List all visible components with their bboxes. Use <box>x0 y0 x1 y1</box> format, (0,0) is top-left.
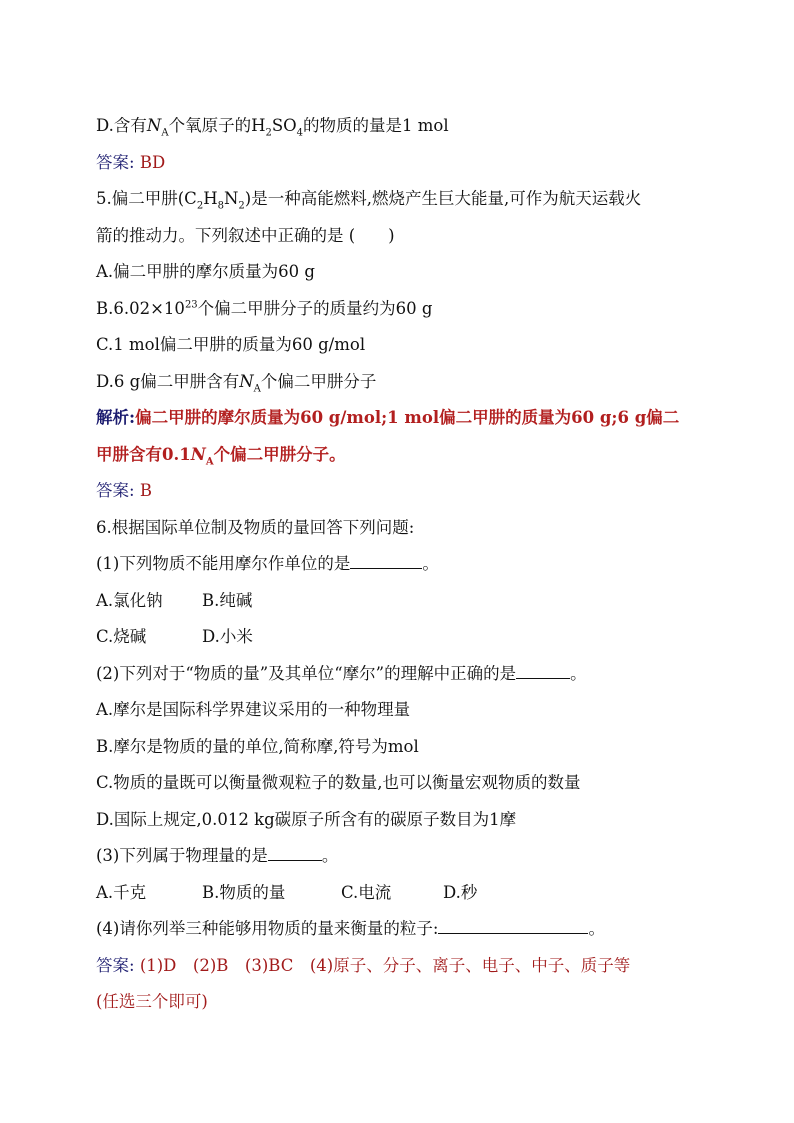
q6-sub1-stem <box>96 546 706 583</box>
q6-sub2-option-a: A.摩尔是国际科学界建议采用的一种物理量 <box>96 700 411 719</box>
answer-blank[interactable] <box>516 677 570 679</box>
q6-answer-line1 <box>96 948 706 985</box>
text: (1)下列物质不能用摩尔作单位的是 <box>96 554 351 573</box>
answer-label: 答案: <box>96 481 135 500</box>
subscript: 8 <box>217 200 224 212</box>
superscript: 23 <box>184 299 198 310</box>
answer-label: 答案: <box>96 955 135 975</box>
q6-sub1-options-row2 <box>96 619 706 656</box>
subscript: A <box>161 127 169 139</box>
option: C.电流 <box>341 882 392 902</box>
text: 。 <box>422 554 439 573</box>
q5-stem-line2: 箭的推动力。下列叙述中正确的是 ( ) <box>96 225 395 245</box>
answer-blank[interactable] <box>268 859 322 861</box>
avogadro-symbol: N <box>146 116 162 135</box>
avogadro-symbol: N <box>239 371 254 391</box>
q6-sub4-stem <box>96 911 706 948</box>
answer-value: B <box>139 481 152 500</box>
option: B.纯碱 <box>202 590 253 610</box>
text: D.含有 <box>96 116 147 135</box>
q6-sub2-option-c: C.物质的量既可以衡量微观粒子的数量,也可以衡量宏观物质的数量 <box>96 773 581 792</box>
text: SO <box>271 116 297 135</box>
q5-option-c: C.1 mol偏二甲肼的质量为60 g/mol <box>96 335 366 354</box>
q4-option-d <box>96 108 706 145</box>
q4-answer <box>96 145 706 182</box>
avogadro-symbol: N <box>190 444 206 464</box>
subscript: 4 <box>296 127 304 139</box>
text: 。 <box>570 663 587 683</box>
document-page <box>96 108 706 1021</box>
subscript: 2 <box>196 200 204 212</box>
q5-option-a: A.偏二甲肼的摩尔质量为60 g <box>96 262 315 281</box>
text: 个偏二甲肼分子 <box>260 371 377 391</box>
q5-option-d <box>96 364 706 401</box>
answer-label: 答案: <box>96 152 135 172</box>
q5-answer <box>96 473 706 510</box>
option: D.秒 <box>443 882 478 902</box>
text: B.6.02×10 <box>96 298 185 318</box>
q6-sub2-option-b: B.摩尔是物质的量的单位,简称摩,符号为mol <box>96 736 419 756</box>
text: H <box>203 189 218 208</box>
analysis-text: 偏二甲肼的摩尔质量为60 g/mol;1 mol偏二甲肼的质量为60 g;6 g偏二 <box>135 408 680 427</box>
answer-blank[interactable] <box>438 932 588 934</box>
q6-stem: 6.根据国际单位制及物质的量回答下列问题: <box>96 517 415 537</box>
option: D.小米 <box>202 627 253 646</box>
q6-sub3-stem <box>96 838 706 875</box>
text: D.6 g偏二甲肼含有 <box>96 371 240 391</box>
text: 5.偏二甲肼(C <box>96 189 197 208</box>
subscript: A <box>253 382 261 394</box>
text: )是一种高能燃料,燃烧产生巨大能量,可作为航天运载火 <box>244 189 642 208</box>
q5-analysis-line2 <box>96 437 706 474</box>
option: A.千克 <box>96 882 147 902</box>
option: C.烧碱 <box>96 627 147 646</box>
subscript: 2 <box>265 127 272 139</box>
subscript: 2 <box>238 200 245 212</box>
analysis-label: 解析: <box>96 408 136 427</box>
text: 个偏二甲肼分子的质量约为60 g <box>197 298 433 318</box>
q6-sub2-option-d: D.国际上规定,0.012 kg碳原子所含有的碳原子数目为1摩 <box>96 809 517 829</box>
answer-value: BD <box>139 152 166 172</box>
text: 。 <box>588 919 605 938</box>
text: (2)下列对于“物质的量”及其单位“摩尔”的理解中正确的是 <box>96 663 517 683</box>
subscript: A <box>205 455 214 467</box>
text: 。 <box>321 846 339 865</box>
q5-option-b <box>96 291 706 328</box>
option: B.物质的量 <box>202 882 286 902</box>
text: 甲肼含有0.1 <box>96 444 191 464</box>
answer-value: (1)D (2)B (3)BC (4)原子、分子、离子、电子、中子、质子等 <box>139 955 631 975</box>
text: (3)下列属于物理量的是 <box>96 846 268 865</box>
q6-sub3-options <box>96 875 706 912</box>
q6-sub1-options-row1 <box>96 583 706 620</box>
text: 的物质的量是1 mol <box>303 116 449 135</box>
text: 个偏二甲肼分子。 <box>213 444 346 464</box>
text: N <box>223 189 239 208</box>
q6-answer-line2: (任选三个即可) <box>96 992 208 1011</box>
q5-analysis-line1 <box>96 400 706 437</box>
answer-blank[interactable] <box>350 567 422 569</box>
option: A.氯化钠 <box>96 590 163 610</box>
text: (4)请你列举三种能够用物质的量来衡量的粒子: <box>96 919 439 938</box>
text: 个氧原子的H <box>168 116 266 135</box>
q5-stem-line1 <box>96 181 706 218</box>
q6-sub2-stem <box>96 656 706 693</box>
